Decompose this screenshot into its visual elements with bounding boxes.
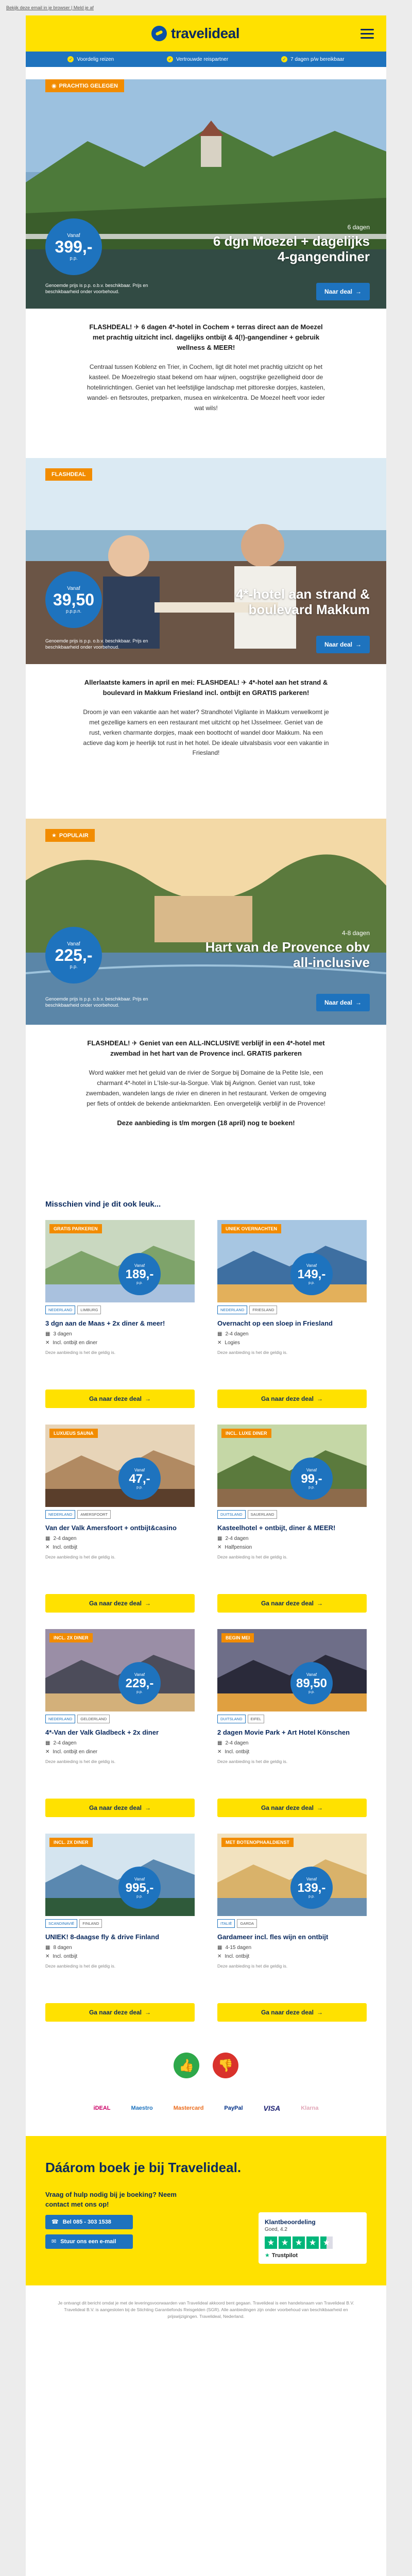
- hero-image-makkum: [26, 458, 386, 664]
- payment-methods: [26, 2098, 386, 2119]
- deal-body: Word wakker met het geluid van de rivier de Sorgue bij Domaine de la Petite Isle, een charmant 4*-hotel in L'Isle-sur-la-Sorgue. Vlak bij Avignon. Geniet van rust, toke zwembaden, wandelen langs de rivier en dineren in het restaurant. Verken de omgeving per fiets of ontdek de bekende antiekmarkten. Een onvergetelijk verblijf in de Provence!: [85, 1069, 327, 1107]
- arrow-right-icon: →: [317, 1395, 323, 1402]
- calendar-icon: ▦: [217, 1944, 222, 1951]
- deal-title[interactable]: 4*-hotel aan strand & boulevard Makkum: [235, 586, 370, 617]
- usp-item: ✓ 7 dagen p/w bereikbaar: [281, 56, 345, 62]
- region-tag: SAUERLAND: [248, 1510, 278, 1519]
- card-duration: ▦ 2-4 dagen: [45, 1535, 77, 1541]
- deal-badge: ★ POPULAIR: [45, 829, 95, 842]
- deal-card[interactable]: [45, 1834, 195, 2022]
- card-tags: [45, 1510, 195, 1519]
- maestro-icon: Maestro: [131, 2105, 153, 2111]
- card-duration: ▦ 8 dagen: [45, 1944, 72, 1951]
- deal-grid: [26, 1220, 386, 2022]
- card-tags: [217, 1510, 367, 1519]
- deal-note: Genoemde prijs is p.p. o.b.v. beschikbaar. Prijs en beschikbaarheid onder voorbehoud.: [45, 283, 148, 294]
- naar-deal-button[interactable]: Naar deal →: [316, 994, 370, 1011]
- card-fineprint: Deze aanbieding is het die geldig is.: [217, 1758, 288, 1764]
- star-icon: ★: [306, 2236, 319, 2249]
- region-tag: GELDERLAND: [77, 1715, 110, 1723]
- region-tag: FRIESLAND: [249, 1306, 277, 1314]
- go-to-deal-button[interactable]: Ga naar deze deal →: [45, 1799, 195, 1817]
- mastercard-icon: Mastercard: [173, 2105, 204, 2111]
- card-image[interactable]: [217, 1629, 367, 1711]
- deal-body: Centraal tussen Koblenz en Trier, in Cochem, ligt dit hotel met prachtig uitzicht op het kasteel. De Moezelregio staat bekend om haar wijnen, oogstrijke gezelligheid door de hotelinrichtingen. Geniet van het leefstijlige landschap met pittoreske dorpjes, kastelen, wandel- en fietsroutes, pretparken, musea en winkelcentra. De Moezel heeft voor ieder wat wils!: [87, 363, 325, 412]
- naar-deal-button[interactable]: Naar deal →: [316, 636, 370, 653]
- deal-lead: Allerlaatste kamers in april en mei: FLASHDEAL! ✈ 4*-hotel aan het strand & boulevard in Makkum Friesland incl. ontbijt en GRATIS parkeren!: [84, 679, 328, 697]
- cutlery-icon: ✕: [217, 1544, 222, 1550]
- deal-card[interactable]: [217, 1220, 367, 1408]
- footer-title: Dáárom boek je bij Travelideal.: [45, 2160, 242, 2175]
- check-icon: ✓: [167, 56, 173, 62]
- hero-deal-provence[interactable]: [26, 819, 386, 1025]
- card-price-circle: Vanaf 47,- p.p.: [118, 1458, 161, 1500]
- calendar-icon: ▦: [45, 1535, 50, 1541]
- help-text: Vraag of hulp nodig bij je boeking? Neem contact met ons op!: [45, 2191, 177, 2208]
- klarna-icon: Klarna: [301, 2105, 319, 2111]
- star-icon: ★: [279, 2236, 291, 2249]
- arrow-right-icon: →: [145, 1804, 151, 1811]
- card-price-circle: Vanaf 189,- p.p.: [118, 1253, 161, 1295]
- country-tag: SCANDINAVIË: [45, 1919, 77, 1928]
- card-title[interactable]: 3 dgn aan de Maas + 2x diner & meer!: [45, 1319, 165, 1327]
- arrow-right-icon: →: [355, 999, 362, 1006]
- calendar-icon: ▦: [217, 1331, 222, 1337]
- country-tag: NEDERLAND: [217, 1306, 247, 1314]
- arrow-right-icon: →: [145, 1600, 151, 1607]
- cutlery-icon: ✕: [45, 1749, 50, 1755]
- card-badge: LUXUEUS SAUNA: [49, 1429, 98, 1438]
- card-price-circle: Vanaf 89,50 p.p.: [290, 1662, 333, 1704]
- logo-icon: [151, 26, 167, 41]
- card-tags: [45, 1919, 195, 1928]
- arrow-right-icon: →: [145, 2009, 151, 2016]
- ideal-icon: iDEAL: [93, 2105, 111, 2111]
- cutlery-icon: ✕: [45, 1953, 50, 1959]
- go-to-deal-button[interactable]: Ga naar deze deal →: [217, 2003, 367, 2022]
- cutlery-icon: ✕: [45, 1340, 50, 1346]
- price-circle: Vanaf 225,- p.p.: [45, 927, 102, 984]
- deal-title[interactable]: 6 dgn Moezel + dagelijks 4-gangendiner: [213, 233, 370, 264]
- card-fineprint: Deze aanbieding is het die geldig is.: [217, 1963, 288, 1969]
- card-image[interactable]: [45, 1629, 195, 1711]
- arrow-right-icon: →: [317, 2009, 323, 2016]
- mail-icon: ✉: [52, 2239, 57, 2245]
- arrow-right-icon: →: [355, 641, 362, 648]
- card-image[interactable]: [45, 1834, 195, 1916]
- calendar-icon: ▦: [45, 1331, 50, 1337]
- go-to-deal-button[interactable]: Ga naar deze deal →: [45, 1594, 195, 1613]
- deal-title[interactable]: Hart van de Provence obv all-inclusive: [205, 939, 370, 970]
- deal-description: [26, 664, 386, 819]
- card-tags: [217, 1919, 367, 1928]
- go-to-deal-button[interactable]: Ga naar deze deal →: [45, 2003, 195, 2022]
- usp-item: ✓ Voordelig reizen: [67, 56, 114, 62]
- deal-card[interactable]: [45, 1629, 195, 1817]
- email-container: [26, 15, 386, 2576]
- card-image[interactable]: [45, 1220, 195, 1302]
- calendar-icon: ▦: [217, 1535, 222, 1541]
- card-tags: [45, 1306, 195, 1314]
- region-tag: GARDA: [237, 1919, 257, 1928]
- deal-badge: FLASHDEAL: [45, 468, 92, 481]
- cutlery-icon: ✕: [217, 1749, 222, 1755]
- deal-lead: FLASHDEAL! ✈ 6 dagen 4*-hotel in Cochem + terras direct aan de Moezel met prachtig uitzicht incl. dagelijks ontbijt & 4(!)-gangendiner + gebruik wellness & MEER!: [89, 323, 323, 352]
- mail-button[interactable]: ✉ Stuur ons een e-mail: [45, 2234, 133, 2249]
- card-image[interactable]: [217, 1425, 367, 1507]
- paypal-icon: PayPal: [224, 2105, 243, 2111]
- feedback-thumbs: [26, 2053, 386, 2078]
- deal-note: Genoemde prijs is p.p. o.b.v. beschikbaar. Prijs en beschikbaarheid onder voorbehoud.: [45, 638, 148, 650]
- cutlery-icon: ✕: [45, 1544, 50, 1550]
- fire-icon: ★: [52, 833, 57, 839]
- star-icon: ★: [265, 2236, 277, 2249]
- deal-note: Genoemde prijs is p.p. o.b.v. beschikbaar. Prijs en beschikbaarheid onder voorbehoud.: [45, 996, 148, 1008]
- deal-duration: 6 dagen: [347, 224, 370, 231]
- card-tags: [217, 1715, 367, 1723]
- deal-card[interactable]: [45, 1425, 195, 1613]
- country-tag: DUITSLAND: [217, 1715, 246, 1723]
- card-board: ✕ Incl. ontbijt en diner: [45, 1749, 98, 1755]
- visa-icon: VISA: [263, 2104, 281, 2112]
- naar-deal-button[interactable]: Naar deal →: [316, 283, 370, 300]
- travelideal-logo[interactable]: travelideal: [151, 25, 239, 42]
- card-fineprint: Deze aanbieding is het die geldig is.: [217, 1349, 288, 1355]
- region-tag: LIMBURG: [77, 1306, 101, 1314]
- more-deals-title: Misschien vind je dit ook leuk...: [45, 1200, 161, 1209]
- card-title[interactable]: UNIEK! 8-daagse fly & drive Finland: [45, 1933, 160, 1941]
- go-to-deal-button[interactable]: Ga naar deze deal →: [45, 1389, 195, 1408]
- deal-card[interactable]: [45, 1220, 195, 1408]
- card-duration: ▦ 2-4 dagen: [45, 1740, 77, 1746]
- country-tag: NEDERLAND: [45, 1306, 75, 1314]
- thumbs-down-icon[interactable]: 👎: [213, 2053, 238, 2078]
- card-duration: ▦ 2-4 dagen: [217, 1740, 249, 1746]
- region-tag: AMERSFOORT: [77, 1510, 111, 1519]
- trustpilot-logo: ★ Trustpilot: [265, 2252, 298, 2259]
- cutlery-icon: ✕: [217, 1953, 222, 1959]
- card-badge: INCL. LUXE DINER: [221, 1429, 271, 1438]
- deal-badge: ◉ PRACHTIG GELEGEN: [45, 79, 124, 92]
- go-to-deal-button[interactable]: Ga naar deze deal →: [217, 1594, 367, 1613]
- arrow-right-icon: →: [317, 1804, 323, 1811]
- deal-card[interactable]: [217, 1425, 367, 1613]
- card-price-circle: Vanaf 229,- p.p.: [118, 1662, 161, 1704]
- email-header: [26, 15, 386, 52]
- disclaimer: Je ontvangt dit bericht omdat je met de leveringsvoorwaarden van Travelideal akkoord bent gegaan. Travelideal is een handelsnaam van Travelideal B.V. Travelideal B.V. is aangesloten bij de Stichting Garantiefonds Reisgelden (SGR). Alle aanbiedingen zijn onder voorbehoud van beschikbaarheid en prijswijzigingen. Travelideal, Nederland.: [58, 2300, 354, 2319]
- card-tags: [217, 1306, 367, 1314]
- card-title[interactable]: Kasteelhotel + ontbijt, diner & MEER!: [217, 1524, 336, 1532]
- star-half-icon: ★: [320, 2236, 333, 2249]
- card-board: ✕ Incl. ontbijt: [217, 1953, 250, 1959]
- arrow-right-icon: →: [355, 288, 362, 295]
- card-price-circle: Vanaf 149,- p.p.: [290, 1253, 333, 1295]
- card-board: ✕ Halfpension: [217, 1544, 252, 1550]
- card-duration: ▦ 2-4 dagen: [217, 1535, 249, 1541]
- cutlery-icon: ✕: [217, 1340, 222, 1346]
- deal-description: [26, 309, 386, 458]
- calendar-icon: ▦: [45, 1944, 50, 1951]
- card-image[interactable]: [45, 1425, 195, 1507]
- arrow-right-icon: →: [145, 1395, 151, 1402]
- deal-lead: FLASHDEAL! ✈ Geniet van een ALL-INCLUSIVE verblijf in een 4*-hotel met zwembad in het hart van de Provence incl. GRATIS parkeren: [87, 1039, 325, 1058]
- deal-deadline: Deze aanbieding is t/m morgen (18 april) nog te boeken!: [117, 1119, 295, 1127]
- check-icon: ✓: [67, 56, 74, 62]
- card-board: ✕ Logies: [217, 1340, 240, 1346]
- hero-deal-moezel[interactable]: [26, 79, 386, 309]
- card-image[interactable]: [217, 1834, 367, 1916]
- deal-card[interactable]: [217, 1629, 367, 1817]
- card-board: ✕ Incl. ontbijt: [217, 1749, 250, 1755]
- go-to-deal-button[interactable]: Ga naar deze deal →: [217, 1799, 367, 1817]
- card-duration: ▦ 2-4 dagen: [217, 1331, 249, 1337]
- country-tag: DUITSLAND: [217, 1510, 246, 1519]
- card-board: ✕ Incl. ontbijt en diner: [45, 1340, 98, 1346]
- deal-description: [26, 1025, 386, 1190]
- card-fineprint: Deze aanbieding is het die geldig is.: [45, 1554, 116, 1560]
- card-title[interactable]: 4*-Van der Valk Gladbeck + 2x diner: [45, 1728, 159, 1736]
- card-fineprint: Deze aanbieding is het die geldig is.: [45, 1963, 116, 1969]
- country-tag: NEDERLAND: [45, 1715, 75, 1723]
- hero-deal-makkum[interactable]: [26, 458, 386, 664]
- arrow-right-icon: →: [317, 1600, 323, 1607]
- card-title[interactable]: Overnacht op een sloep in Friesland: [217, 1319, 333, 1327]
- card-badge: UNIEK OVERNACHTEN: [221, 1224, 281, 1233]
- region-tag: FINLAND: [79, 1919, 102, 1928]
- card-title[interactable]: 2 dagen Movie Park + Art Hotel Könschen: [217, 1728, 350, 1736]
- usp-item: ✓ Vertrouwde reispartner: [167, 56, 228, 62]
- card-title[interactable]: Van der Valk Amersfoort + ontbijt&casino: [45, 1524, 177, 1532]
- price-circle: Vanaf 399,- p.p.: [45, 218, 102, 275]
- card-price-circle: Vanaf 139,- p.p.: [290, 1867, 333, 1909]
- phone-icon: ☎: [52, 2219, 59, 2226]
- usp-bar: [26, 52, 386, 67]
- check-icon: ✓: [281, 56, 287, 62]
- deal-duration: 4-8 dagen: [341, 929, 370, 937]
- card-image[interactable]: [217, 1220, 367, 1302]
- deal-card[interactable]: [217, 1834, 367, 2022]
- country-tag: NEDERLAND: [45, 1510, 75, 1519]
- camera-icon: ◉: [52, 83, 57, 89]
- card-price-circle: Vanaf 995,- p.p.: [118, 1867, 161, 1909]
- menu-icon[interactable]: [360, 29, 374, 39]
- card-badge: MET BOTENOPHAALDIENST: [221, 1838, 294, 1847]
- deal-body: Droom je van een vakantie aan het water? Strandhotel Vigilante in Makkum verwelkomt je met gezellige kamers en een restaurant met uitzicht op het IJsselmeer. Geniet van de rust, verken charmante dorpjes, maak een boottocht of wandel door Makkum. Na een actieve dag kom je heerlijk tot rust in het hotel. De ideale uitvalsbasis voor een vakantie in Friesland!: [83, 708, 329, 757]
- card-fineprint: Deze aanbieding is het die geldig is.: [217, 1554, 288, 1560]
- card-badge: INCL. 2X DINER: [49, 1633, 93, 1642]
- phone-button[interactable]: ☎ Bel 085 - 303 1538: [45, 2215, 133, 2229]
- card-badge: GRATIS PARKEREN: [49, 1224, 102, 1233]
- card-badge: BEGIN MEI: [221, 1633, 254, 1642]
- price-circle: Vanaf 39,50 p.p.p.n.: [45, 571, 102, 628]
- country-tag: ITALIË: [217, 1919, 235, 1928]
- footer-contact: [26, 2136, 386, 2285]
- go-to-deal-button[interactable]: Ga naar deze deal →: [217, 1389, 367, 1408]
- calendar-icon: ▦: [45, 1740, 50, 1746]
- card-price-circle: Vanaf 99,- p.p.: [290, 1458, 333, 1500]
- card-title[interactable]: Gardameer incl. fles wijn en ontbijt: [217, 1933, 329, 1941]
- thumbs-up-icon[interactable]: 👍: [174, 2053, 199, 2078]
- card-fineprint: Deze aanbieding is het die geldig is.: [45, 1349, 116, 1355]
- star-icon: ★: [293, 2236, 305, 2249]
- card-badge: INCL. 2X DINER: [49, 1838, 93, 1847]
- trustpilot-rating[interactable]: Klantbeoordeling Goed, 4.2 ★ ★ ★ ★ ★ ★ Trustpilot: [259, 2212, 367, 2264]
- card-board: ✕ Incl. ontbijt: [45, 1544, 78, 1550]
- card-duration: ▦ 3 dagen: [45, 1331, 72, 1337]
- region-tag: EIFEL: [248, 1715, 265, 1723]
- card-duration: ▦ 4-15 dagen: [217, 1944, 252, 1951]
- preheader[interactable]: Bekijk deze email in je browser | Meld je af: [6, 5, 94, 10]
- card-tags: [45, 1715, 195, 1723]
- card-fineprint: Deze aanbieding is het die geldig is.: [45, 1758, 116, 1764]
- rating-stars: [265, 2236, 360, 2249]
- calendar-icon: ▦: [217, 1740, 222, 1746]
- card-board: ✕ Incl. ontbijt: [45, 1953, 78, 1959]
